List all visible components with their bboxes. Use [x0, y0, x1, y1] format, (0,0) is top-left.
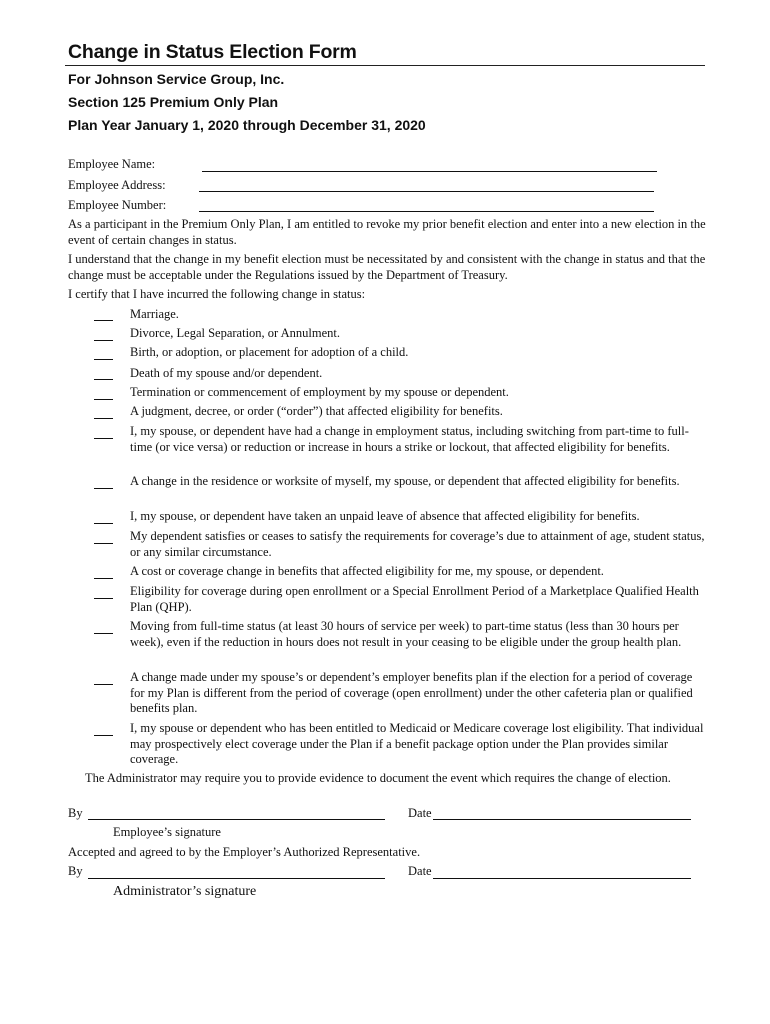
item-full-to-part-time: Moving from full-time status (at least 30 hours of service per week) to part-time status (less than 30 hours per week), even if the reduction in hours does not result in your ceasing to be eligible under the group health plan. — [130, 619, 682, 649]
checkbox-blank-death[interactable] — [94, 379, 113, 380]
admin-date-field[interactable] — [433, 878, 691, 879]
item-marriage: Marriage. — [130, 307, 179, 321]
checkbox-blank-cost-coverage[interactable] — [94, 578, 113, 579]
checkbox-blank-employment[interactable] — [94, 399, 113, 400]
employee-name-label: Employee Name: — [68, 157, 156, 171]
item-unpaid-leave: I, my spouse, or dependent have taken an unpaid leave of absence that affected eligibility for benefits. — [130, 509, 640, 523]
item-death: Death of my spouse and/or dependent. — [130, 366, 323, 380]
form-title: Change in Status Election Form — [68, 41, 357, 63]
item-spouse-plan: A change made under my spouse’s or dependent’s employer benefits plan if the election for a period of coverage for my Plan is different from the period of coverage (open enrollment) under the other cafeteria plan or qualified benefits plan. — [130, 670, 693, 715]
by-label-admin: By — [68, 864, 83, 878]
checkbox-blank-judgment[interactable] — [94, 418, 113, 419]
item-dependent-age: My dependent satisfies or ceases to satisfy the requirements for coverage’s due to attainment of age, student status, or any similar circumstance. — [130, 529, 705, 559]
administrator-note: The Administrator may require you to provide evidence to document the event which requires the change of election. — [85, 771, 671, 785]
checkbox-blank-residence[interactable] — [94, 488, 113, 489]
checkbox-blank-employment-status[interactable] — [94, 438, 113, 439]
item-medicaid: I, my spouse or dependent who has been entitled to Medicaid or Medicare coverage lost eligibility. That individual may prospectively elect coverage under the Plan if a benefit package option under the Plan provides similar coverage. — [130, 721, 704, 766]
admin-signature-field[interactable] — [88, 878, 385, 879]
employee-number-label: Employee Number: — [68, 198, 167, 212]
intro-paragraph-2: I understand that the change in my benefit election must be necessitated by and consistent with the change in status and that the change must be acceptable under the Regulations issued by the Department of Treasury. — [68, 252, 706, 282]
subtitle-plan-year: Plan Year January 1, 2020 through December 31, 2020 — [68, 117, 426, 133]
employee-name-field[interactable] — [202, 171, 657, 172]
item-open-enrollment: Eligibility for coverage during open enrollment or a Special Enrollment Period of a Marketplace Qualified Health Plan (QHP). — [130, 584, 699, 614]
checkbox-blank-medicaid[interactable] — [94, 735, 113, 736]
item-residence: A change in the residence or worksite of myself, my spouse, or dependent that affected eligibility for benefits. — [130, 474, 680, 488]
intro-paragraph-3: I certify that I have incurred the following change in status: — [68, 287, 366, 301]
employee-address-label: Employee Address: — [68, 178, 166, 192]
subtitle-plan: Section 125 Premium Only Plan — [68, 94, 279, 110]
checkbox-blank-spouse-plan[interactable] — [94, 684, 113, 685]
checkbox-blank-birth[interactable] — [94, 359, 113, 360]
employee-signature-field[interactable] — [88, 819, 385, 820]
date-label-admin: Date — [408, 864, 432, 878]
item-employment-status: I, my spouse, or dependent have had a change in employment status, including switching from part-time to full-time (or vice versa) or reduction or increase in hours a strike or lockout, that affected eligibility for benefits. — [130, 424, 689, 454]
checkbox-blank-marriage[interactable] — [94, 320, 113, 321]
checkbox-blank-unpaid-leave[interactable] — [94, 523, 113, 524]
subtitle-company: For Johnson Service Group, Inc. — [68, 71, 285, 87]
employee-date-field[interactable] — [433, 819, 691, 820]
employee-signature-caption: Employee’s signature — [113, 825, 221, 839]
item-divorce: Divorce, Legal Separation, or Annulment. — [130, 326, 341, 340]
checkbox-blank-full-to-part-time[interactable] — [94, 633, 113, 634]
item-judgment: A judgment, decree, or order (“order”) that affected eligibility for benefits. — [130, 404, 503, 418]
employee-address-field[interactable] — [199, 191, 654, 192]
item-employment: Termination or commencement of employment by my spouse or dependent. — [130, 385, 509, 399]
accepted-statement: Accepted and agreed to by the Employer’s Authorized Representative. — [68, 845, 421, 859]
employee-number-field[interactable] — [199, 211, 654, 212]
checkbox-blank-open-enrollment[interactable] — [94, 598, 113, 599]
intro-paragraph-1: As a participant in the Premium Only Plan, I am entitled to revoke my prior benefit election and enter into a new election in the event of certain changes in status. — [68, 217, 706, 247]
by-label-employee: By — [68, 806, 83, 820]
date-label-employee: Date — [408, 806, 432, 820]
admin-signature-caption: Administrator’s signature — [113, 884, 257, 899]
item-cost-coverage: A cost or coverage change in benefits that affected eligibility for me, my spouse, or dependent. — [130, 564, 604, 578]
title-rule — [65, 65, 705, 66]
item-birth: Birth, or adoption, or placement for adoption of a child. — [130, 345, 409, 359]
checkbox-blank-divorce[interactable] — [94, 340, 113, 341]
checkbox-blank-dependent-age[interactable] — [94, 543, 113, 544]
